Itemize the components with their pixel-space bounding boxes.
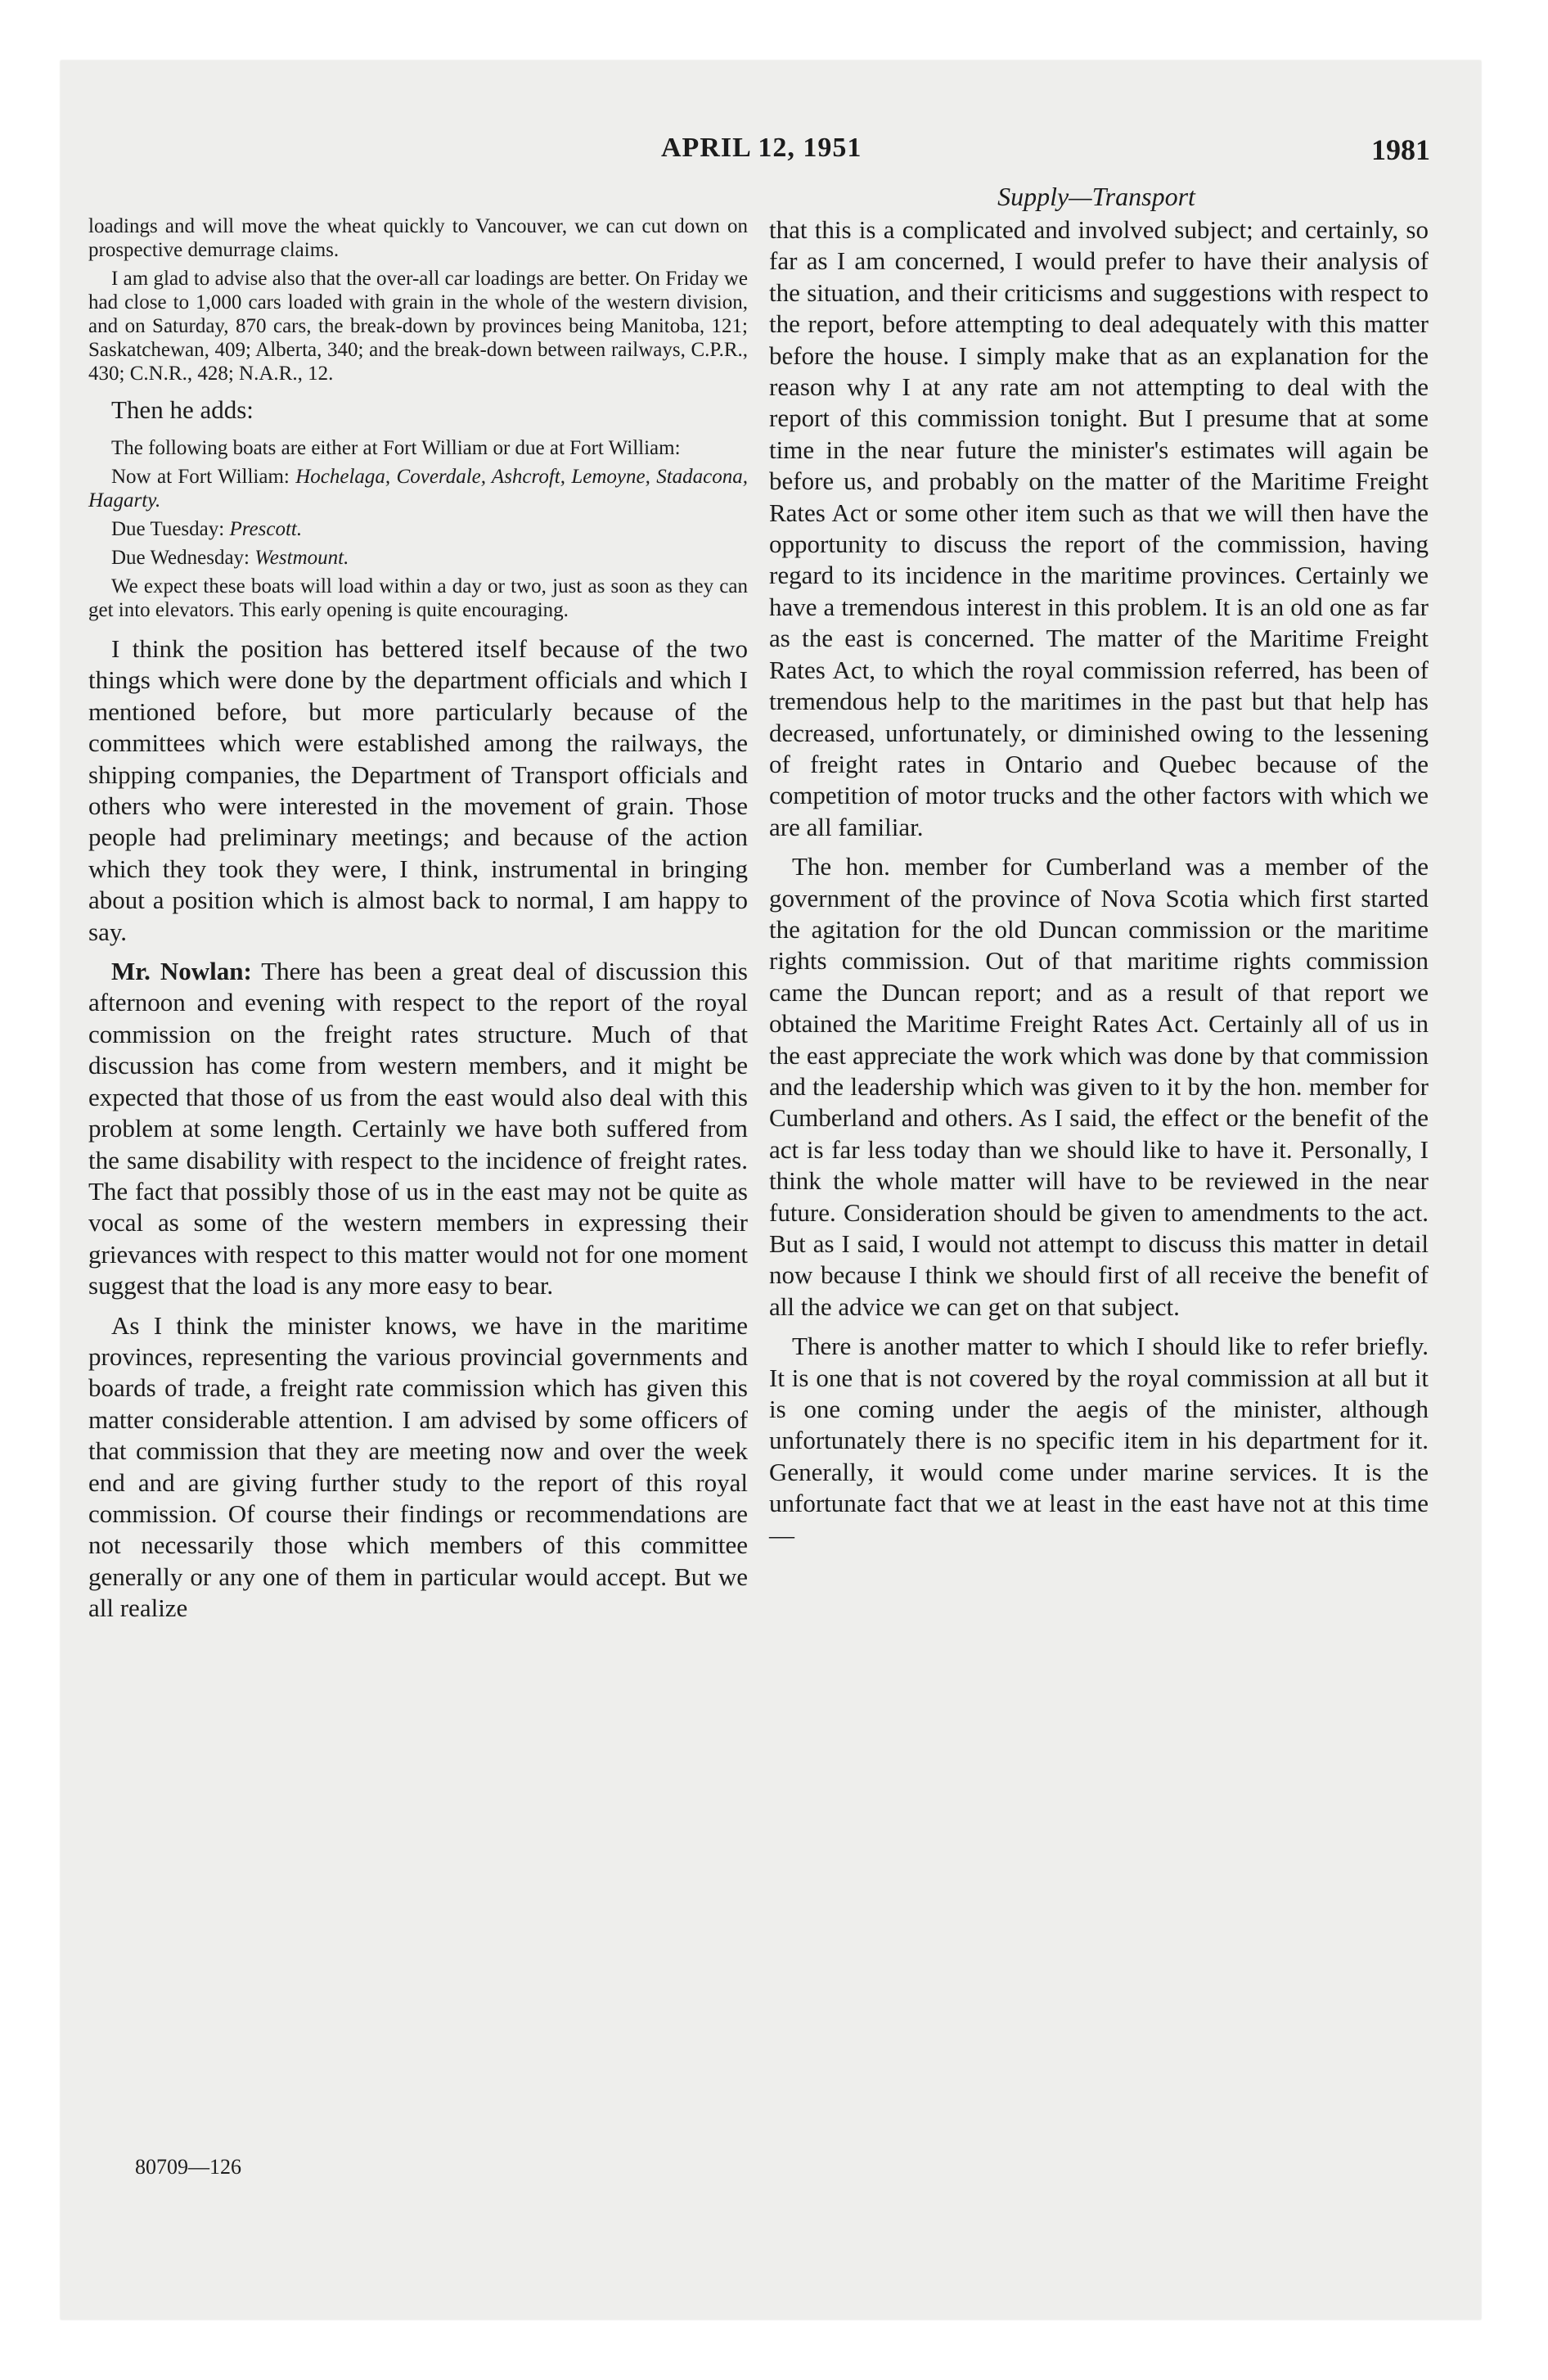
quote-paragraph: loadings and will move the wheat quickly to Vancouver, we can cut down on prospective demurrage claims.: [88, 215, 748, 261]
lead-in-text: Then he adds:: [111, 395, 254, 424]
boat-names: Westmount.: [254, 547, 349, 569]
quote-paragraph: I am glad to advise also that the over-all car loadings are better. On Friday we had close to 1,000 cars loaded with grain in the whole of the western division, and on Saturday, 870 cars, the break-down by provinces being Manitoba, 121; Saskatchewan, 409; Alberta, 340; and the break-down between railways, C.P.R., 430; C.N.R., 428; N.A.R., 12.: [88, 268, 748, 385]
boat-list-label: Due Wednesday:: [111, 547, 250, 569]
boat-list-now: [88, 465, 748, 512]
boat-list-label: Now at Fort William:: [111, 466, 290, 488]
page-header: [88, 133, 1430, 174]
quoted-letter-2: [88, 436, 748, 622]
quote-paragraph: The following boats are either at Fort William or due at Fort William:: [111, 437, 681, 459]
boat-list-label: Due Tuesday:: [111, 518, 225, 540]
boat-names: Prescott.: [229, 518, 303, 540]
left-column: [88, 214, 748, 1633]
speaker-name: Mr. Nowlan:: [111, 957, 252, 986]
boat-names: Hochelaga, Coverdale, Ashcroft, Lemoyne, Stadacona, Hagarty.: [88, 466, 748, 512]
quote-paragraph: We expect these boats will load within a day or two, just as soon as they can get into elevators. This early opening is quite encouraging.: [88, 575, 748, 621]
quoted-letter-1: [88, 214, 748, 385]
boat-list-tuesday: [88, 517, 748, 541]
body-paragraph: that this is a complicated and involved subject; and certainly, so far as I am concerned, I would prefer to have their analysis of the situation, and their criticisms and suggestions with respect to the report, before attempting to deal adequately with this matter before the house. I simply make that as an explanation for the reason why I at any rate am not attempting to deal with the report of this commission tonight. But I presume that at some time in the near future the minister's estimates will again be before us, and probably on the matter of the Maritime Freight Rates Act or some other item such as that we will then have the opportunity to discuss the report of the commission, having regard to its incidence in the maritime provinces. Certainly we have a tremendous interest in this problem. It is an old one as far as the east is concerned. The matter of the Maritime Freight Rates Act, to which the royal commission referred, has been of tremendous help to the maritimes in the past but that help has decreased, unfortunately, or diminished owing to the lessening of freight rates in Ontario and Quebec because of the competition of motor trucks and the other factors with which we are all familiar.: [769, 215, 1429, 841]
right-column: [769, 214, 1429, 1559]
print-code: 80709—126: [135, 2155, 241, 2179]
body-paragraph: As I think the minister knows, we have in the maritime provinces, representing the various provincial governments and boards of trade, a freight rate commission which has given this matter considerable attention. I am advised by some officers of that commission that they are meeting now and over the week end and are giving further study to the report of this royal commission. Of course their findings or recommendations are not necessarily those which members of this committee generally or any one of them in particular would accept. But we all realize: [88, 1310, 748, 1623]
page-number: 1981: [1371, 133, 1430, 166]
speech-paragraph: [88, 956, 748, 1301]
body-paragraph: I think the position has bettered itself because of the two things which were done by the department officials and which I mentioned before, but more particularly because of the committees which were established among the railways, the shipping companies, the Department of Transport officials and others who were interested in the movement of grain. Those people had preliminary meetings; and because of the action which they took they were, I think, instrumental in bringing about a position which is almost back to normal, I am happy to say.: [88, 634, 748, 946]
header-date: APRIL 12, 1951: [661, 133, 862, 163]
body-paragraph: There is another matter to which I should like to refer briefly. It is one that is not covered by the royal commission at all but it is one coming under the aegis of the minister, although unfortunately there is no specific item in his department for it. Generally, it would come under marine services. It is the unfortunate fact that we at least in the east have not at this time—: [769, 1332, 1429, 1549]
boat-list-wednesday: [88, 546, 748, 570]
running-subject: Supply—Transport: [997, 182, 1195, 211]
body-paragraph: The hon. member for Cumberland was a member of the government of the province of Nova Scotia which first started the agitation for the old Duncan commission or the maritime rights commission. Out of that maritime rights commission came the Duncan report; and as a result of that report we obtained the Maritime Freight Rates Act. Certainly all of us in the east appreciate the work which was done by that commission and the leadership which was given to it by the hon. member for Cumberland and others. As I said, the effect or the benefit of the act is far less today than we should like to have it. Personally, I think the whole matter will have to be reviewed in the near future. Consideration should be given to amendments to the act. But as I said, I would not attempt to discuss this matter in detail now because I think we should first of all receive the benefit of all the advice we can get on that subject.: [769, 852, 1429, 1321]
speech-text: There has been a great deal of discussion this afternoon and evening with respect to the report of the royal commission on the freight rates structure. Much of that discussion has come from western members, and it might be expected that those of us from the east would also deal with this problem at some length. Certainly we have both suffered from the same disability with respect to the incidence of freight rates. The fact that possibly those of us in the east may not be quite as vocal as some of the western members in expressing their grievances with respect to this matter would not for one moment suggest that the load is any more easy to bear.: [88, 957, 748, 1300]
